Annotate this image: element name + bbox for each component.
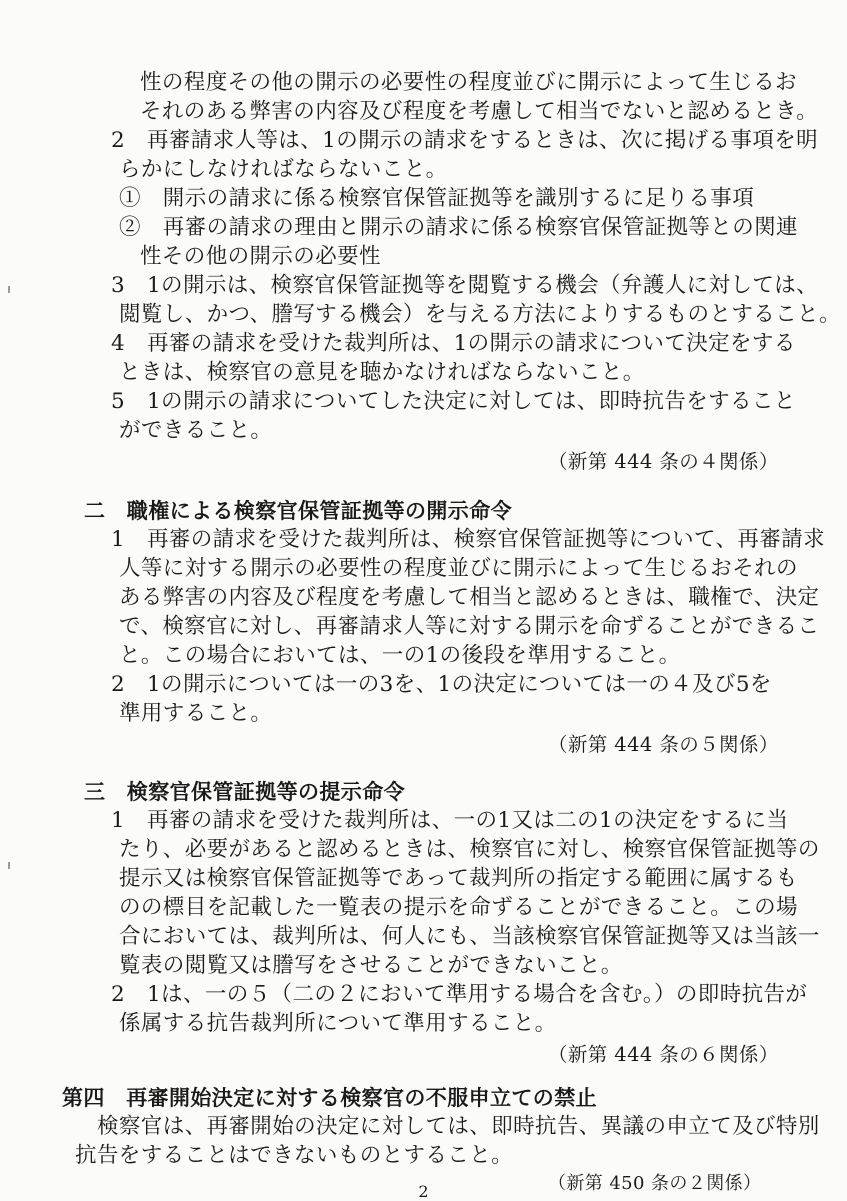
text-line: 3 1の開示は、検察官保管証拠等を閲覧する機会（弁護人に対しては、 [111,273,819,298]
text-line: で、検察官に対し、再審請求人等に対する開示を命ずることができるこ [119,614,820,639]
text-line: 2 1は、一の５（二の２において準用する場合を含む。）の即時抗告が [111,982,808,1007]
section-heading: 二 職権による検察官保管証拠等の開示命令 [84,499,512,523]
text-line: 抗告をすることはできないものとすること。 [75,1143,514,1168]
text-line: 1 再審の請求を受けた裁判所は、一の1又は二の1の決定をするに当 [111,808,789,833]
text-line: ① 開示の請求に係る検察官保管証拠等を識別するに足りる事項 [119,186,755,211]
text-line: 2 再審請求人等は、1の開示の請求をするときは、次に掲げる事項を明 [111,128,819,153]
text-line: たり、必要があると認めるときは、検察官に対し、検察官保管証拠等の [119,837,820,862]
text-line: と。この場合においては、一の1の後段を準用すること。 [119,643,681,668]
text-line: 覧表の閲覧又は謄写をさせることができないこと。 [119,953,623,978]
scan-mark [8,862,10,869]
text-line: 係属する抗告裁判所について準用すること。 [119,1011,557,1036]
text-line: ある弊害の内容及び程度を考慮して相当と認めるときは、職権で、決定 [119,585,820,610]
text-line: のの標目を記載した一覧表の提示を命ずることができること。この場 [119,895,798,920]
text-line: 検察官は、再審開始の決定に対しては、即時抗告、異議の申立て及び特別 [97,1114,820,1139]
section-heading: 三 検察官保管証拠等の提示命令 [84,780,405,804]
text-line: 2 1の開示については一の3を、1の決定については一の４及び5を [111,672,772,697]
text-line: 人等に対する開示の必要性の程度並びに開示によって生じるおそれの [119,556,798,581]
text-line: 4 再審の請求を受けた裁判所は、1の開示の請求について決定をする [111,331,796,356]
text-line: 5 1の開示の請求についてした決定に対しては、即時抗告をすること [111,389,796,414]
text-line: 性その他の開示の必要性 [140,244,381,269]
article-reference: （新第 444 条の５関係） [548,733,779,756]
text-line: ② 再審の請求の理由と開示の請求に係る検察官保管証拠等との関連 [119,215,798,240]
section-heading: 第四 再審開始決定に対する検察官の不服申立ての禁止 [62,1086,597,1110]
text-line: ができること。 [119,418,273,443]
scan-mark [8,286,10,293]
text-line: 閲覧し、かつ、謄写する機会）を与える方法によりするものとすること。 [119,302,841,327]
text-line: ときは、検察官の意見を聴かなければならないこと。 [119,360,645,385]
text-line: らかにしなければならないこと。 [119,157,448,182]
text-line: 1 再審の請求を受けた裁判所は、検察官保管証拠等について、再審請求 [111,527,826,552]
page-number: 2 [418,1182,429,1201]
article-reference: （新第 444 条の６関係） [548,1043,779,1066]
text-line: 準用すること。 [119,701,273,726]
text-line: 性の程度その他の開示の必要性の程度並びに開示によって生じるお [140,70,798,95]
text-line: 提示又は検察官保管証拠等であって裁判所の指定する範囲に属するも [119,866,798,891]
article-reference: （新第 444 条の４関係） [548,450,779,473]
article-reference: （新第 450 条の２関係） [548,1173,762,1194]
text-line: それのある弊害の内容及び程度を考慮して相当でないと認めるとき。 [140,99,819,124]
text-line: 合においては、裁判所は、何人にも、当該検察官保管証拠等又は当該一 [119,924,820,949]
